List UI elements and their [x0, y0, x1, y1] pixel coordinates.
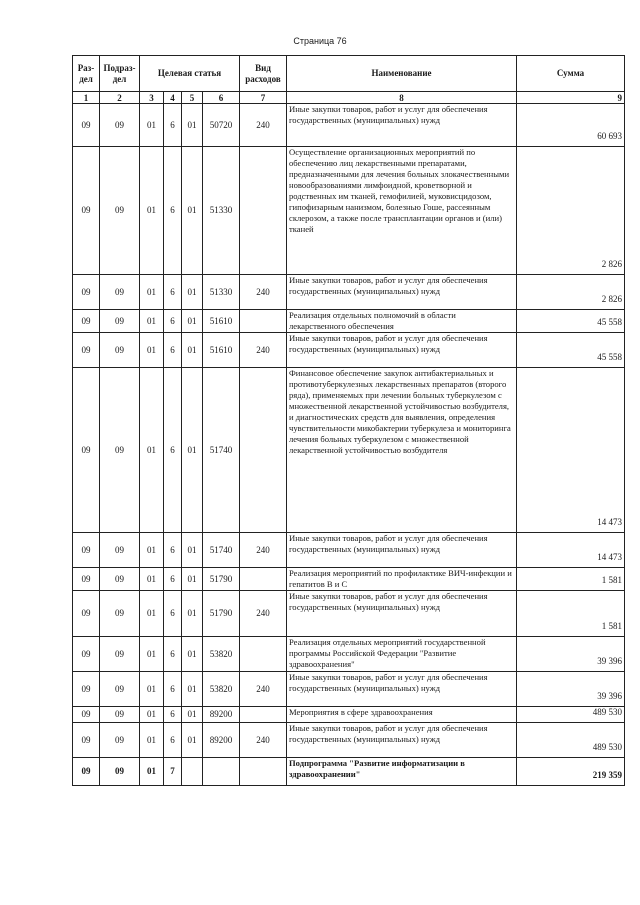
cell-b: 6 [164, 723, 182, 758]
cell-c: 01 [182, 104, 203, 147]
cell-a: 01 [140, 637, 164, 672]
cell-sum: 489 530 [517, 707, 625, 723]
cell-p: 09 [100, 723, 140, 758]
cell-p: 09 [100, 672, 140, 707]
col-number: 3 [140, 92, 164, 104]
cell-name: Мероприятия в сфере здравоохранения [287, 707, 517, 723]
cell-d: 89200 [203, 723, 240, 758]
cell-r: 09 [73, 723, 100, 758]
cell-name: Иные закупки товаров, работ и услуг для обеспечения государственных (муниципальных) нужд [287, 672, 517, 707]
cell-p: 09 [100, 637, 140, 672]
cell-d: 53820 [203, 637, 240, 672]
cell-name: Иные закупки товаров, работ и услуг для обеспечения государственных (муниципальных) нужд [287, 723, 517, 758]
cell-sum: 39 396 [517, 637, 625, 672]
col-number: 7 [240, 92, 287, 104]
cell-p: 09 [100, 758, 140, 786]
cell-b: 6 [164, 533, 182, 568]
col-number: 8 [287, 92, 517, 104]
cell-name: Реализация отдельных мероприятий государственной программы Российской Федерации "Развитие здравоохранения" [287, 637, 517, 672]
cell-sum: 1 581 [517, 568, 625, 591]
cell-sum: 1 581 [517, 591, 625, 637]
cell-c [182, 758, 203, 786]
cell-d: 51330 [203, 147, 240, 275]
table-row [73, 591, 625, 637]
cell-v [240, 758, 287, 786]
cell-v [240, 637, 287, 672]
col-number: 1 [73, 92, 100, 104]
cell-p: 09 [100, 591, 140, 637]
cell-d: 50720 [203, 104, 240, 147]
header-name: Наименование [287, 56, 517, 92]
cell-name: Осуществление организационных мероприятий по обеспечению лиц лекарственными препаратами, предназначенными для лечения больных злокачественными новообразованиями лимфоидной, кроветворной и родственных им тканей, гемофилией, муковисцидозом, гипофизарным нанизмом, болезнью Гоше, рассеянным склерозом, а также после трансплантации органов и (или) тканей [287, 147, 517, 275]
cell-r: 09 [73, 333, 100, 368]
table-row [73, 310, 625, 333]
cell-a: 01 [140, 533, 164, 568]
header-razdel: Раз- дел [73, 56, 100, 92]
cell-name: Иные закупки товаров, работ и услуг для обеспечения государственных (муниципальных) нужд [287, 333, 517, 368]
cell-p: 09 [100, 333, 140, 368]
cell-name: Иные закупки товаров, работ и услуг для обеспечения государственных (муниципальных) нужд [287, 275, 517, 310]
cell-r: 09 [73, 637, 100, 672]
cell-d: 51740 [203, 533, 240, 568]
table-row [73, 672, 625, 707]
column-number-row [73, 92, 625, 104]
cell-v [240, 310, 287, 333]
cell-c: 01 [182, 723, 203, 758]
cell-r: 09 [73, 707, 100, 723]
cell-r: 09 [73, 591, 100, 637]
cell-c: 01 [182, 275, 203, 310]
cell-r: 09 [73, 368, 100, 533]
cell-name: Иные закупки товаров, работ и услуг для обеспечения государственных (муниципальных) нужд [287, 533, 517, 568]
cell-b: 6 [164, 147, 182, 275]
cell-d: 53820 [203, 672, 240, 707]
cell-p: 09 [100, 533, 140, 568]
cell-b: 7 [164, 758, 182, 786]
cell-v [240, 707, 287, 723]
cell-r: 09 [73, 568, 100, 591]
col-number: 5 [182, 92, 203, 104]
cell-sum: 39 396 [517, 672, 625, 707]
cell-c: 01 [182, 707, 203, 723]
cell-a: 01 [140, 333, 164, 368]
cell-b: 6 [164, 637, 182, 672]
cell-p: 09 [100, 707, 140, 723]
table-row [73, 568, 625, 591]
cell-b: 6 [164, 275, 182, 310]
cell-v [240, 568, 287, 591]
table-row [73, 637, 625, 672]
cell-b: 6 [164, 333, 182, 368]
cell-v: 240 [240, 104, 287, 147]
cell-p: 09 [100, 568, 140, 591]
cell-r: 09 [73, 104, 100, 147]
cell-b: 6 [164, 672, 182, 707]
cell-a: 01 [140, 368, 164, 533]
cell-p: 09 [100, 275, 140, 310]
cell-name: Подпрограмма "Развитие информатизации в здравоохранении" [287, 758, 517, 786]
cell-d: 51790 [203, 568, 240, 591]
header-target-article: Целевая статья [140, 56, 240, 92]
cell-r: 09 [73, 672, 100, 707]
cell-a: 01 [140, 672, 164, 707]
cell-sum: 2 826 [517, 147, 625, 275]
cell-sum: 489 530 [517, 723, 625, 758]
cell-p: 09 [100, 104, 140, 147]
cell-a: 01 [140, 275, 164, 310]
cell-name: Иные закупки товаров, работ и услуг для обеспечения государственных (муниципальных) нужд [287, 591, 517, 637]
cell-v: 240 [240, 723, 287, 758]
cell-sum: 219 359 [517, 758, 625, 786]
cell-d: 51610 [203, 310, 240, 333]
cell-d: 51740 [203, 368, 240, 533]
cell-sum: 45 558 [517, 333, 625, 368]
cell-r: 09 [73, 275, 100, 310]
table-row [73, 758, 625, 786]
cell-a: 01 [140, 758, 164, 786]
cell-v: 240 [240, 591, 287, 637]
cell-v: 240 [240, 333, 287, 368]
cell-c: 01 [182, 310, 203, 333]
cell-v: 240 [240, 672, 287, 707]
cell-a: 01 [140, 707, 164, 723]
cell-sum: 60 693 [517, 104, 625, 147]
header-podrazdel: Подраз- дел [100, 56, 140, 92]
table-row [73, 368, 625, 533]
budget-table [72, 55, 625, 786]
header-expense-type: Вид расходов [240, 56, 287, 92]
cell-sum: 2 826 [517, 275, 625, 310]
cell-c: 01 [182, 533, 203, 568]
col-number: 9 [517, 92, 625, 104]
table-row [73, 104, 625, 147]
cell-c: 01 [182, 333, 203, 368]
cell-a: 01 [140, 568, 164, 591]
cell-d: 89200 [203, 707, 240, 723]
cell-name: Финансовое обеспечение закупок антибактериальных и противотуберкулезных лекарственных препаратов (второго ряда), применяемых при лечении больных туберкулезом с множественной лекарственной устойчивостью возбудителя, и диагностических средств для выявления, определения чувствительности микобактерии туберкулеза и мониторинга лечения больных туберкулезом с множественной лекарственной устойчивостью возбудителя [287, 368, 517, 533]
cell-b: 6 [164, 310, 182, 333]
cell-c: 01 [182, 672, 203, 707]
cell-b: 6 [164, 568, 182, 591]
cell-p: 09 [100, 310, 140, 333]
cell-sum: 14 473 [517, 368, 625, 533]
cell-a: 01 [140, 591, 164, 637]
page-number: Страница 76 [293, 36, 347, 46]
cell-b: 6 [164, 368, 182, 533]
cell-d [203, 758, 240, 786]
cell-v [240, 147, 287, 275]
cell-a: 01 [140, 723, 164, 758]
table-row [73, 147, 625, 275]
cell-p: 09 [100, 147, 140, 275]
cell-sum: 14 473 [517, 533, 625, 568]
cell-r: 09 [73, 758, 100, 786]
cell-a: 01 [140, 104, 164, 147]
cell-c: 01 [182, 568, 203, 591]
table-row [73, 723, 625, 758]
cell-v: 240 [240, 533, 287, 568]
table-row [73, 333, 625, 368]
cell-a: 01 [140, 310, 164, 333]
cell-b: 6 [164, 104, 182, 147]
cell-r: 09 [73, 533, 100, 568]
cell-r: 09 [73, 147, 100, 275]
cell-c: 01 [182, 637, 203, 672]
cell-d: 51330 [203, 275, 240, 310]
header-sum: Сумма [517, 56, 625, 92]
cell-r: 09 [73, 310, 100, 333]
col-number: 4 [164, 92, 182, 104]
cell-p: 09 [100, 368, 140, 533]
cell-d: 51790 [203, 591, 240, 637]
table-row [73, 275, 625, 310]
cell-d: 51610 [203, 333, 240, 368]
cell-a: 01 [140, 147, 164, 275]
cell-c: 01 [182, 591, 203, 637]
cell-c: 01 [182, 147, 203, 275]
table-row [73, 533, 625, 568]
cell-name: Иные закупки товаров, работ и услуг для обеспечения государственных (муниципальных) нужд [287, 104, 517, 147]
col-number: 6 [203, 92, 240, 104]
cell-b: 6 [164, 591, 182, 637]
cell-v [240, 368, 287, 533]
table-row [73, 707, 625, 723]
cell-name: Реализация отдельных полномочий в области лекарственного обеспечения [287, 310, 517, 333]
cell-sum: 45 558 [517, 310, 625, 333]
cell-name: Реализация мероприятий по профилактике ВИЧ-инфекции и гепатитов B и C [287, 568, 517, 591]
cell-b: 6 [164, 707, 182, 723]
cell-c: 01 [182, 368, 203, 533]
cell-v: 240 [240, 275, 287, 310]
col-number: 2 [100, 92, 140, 104]
